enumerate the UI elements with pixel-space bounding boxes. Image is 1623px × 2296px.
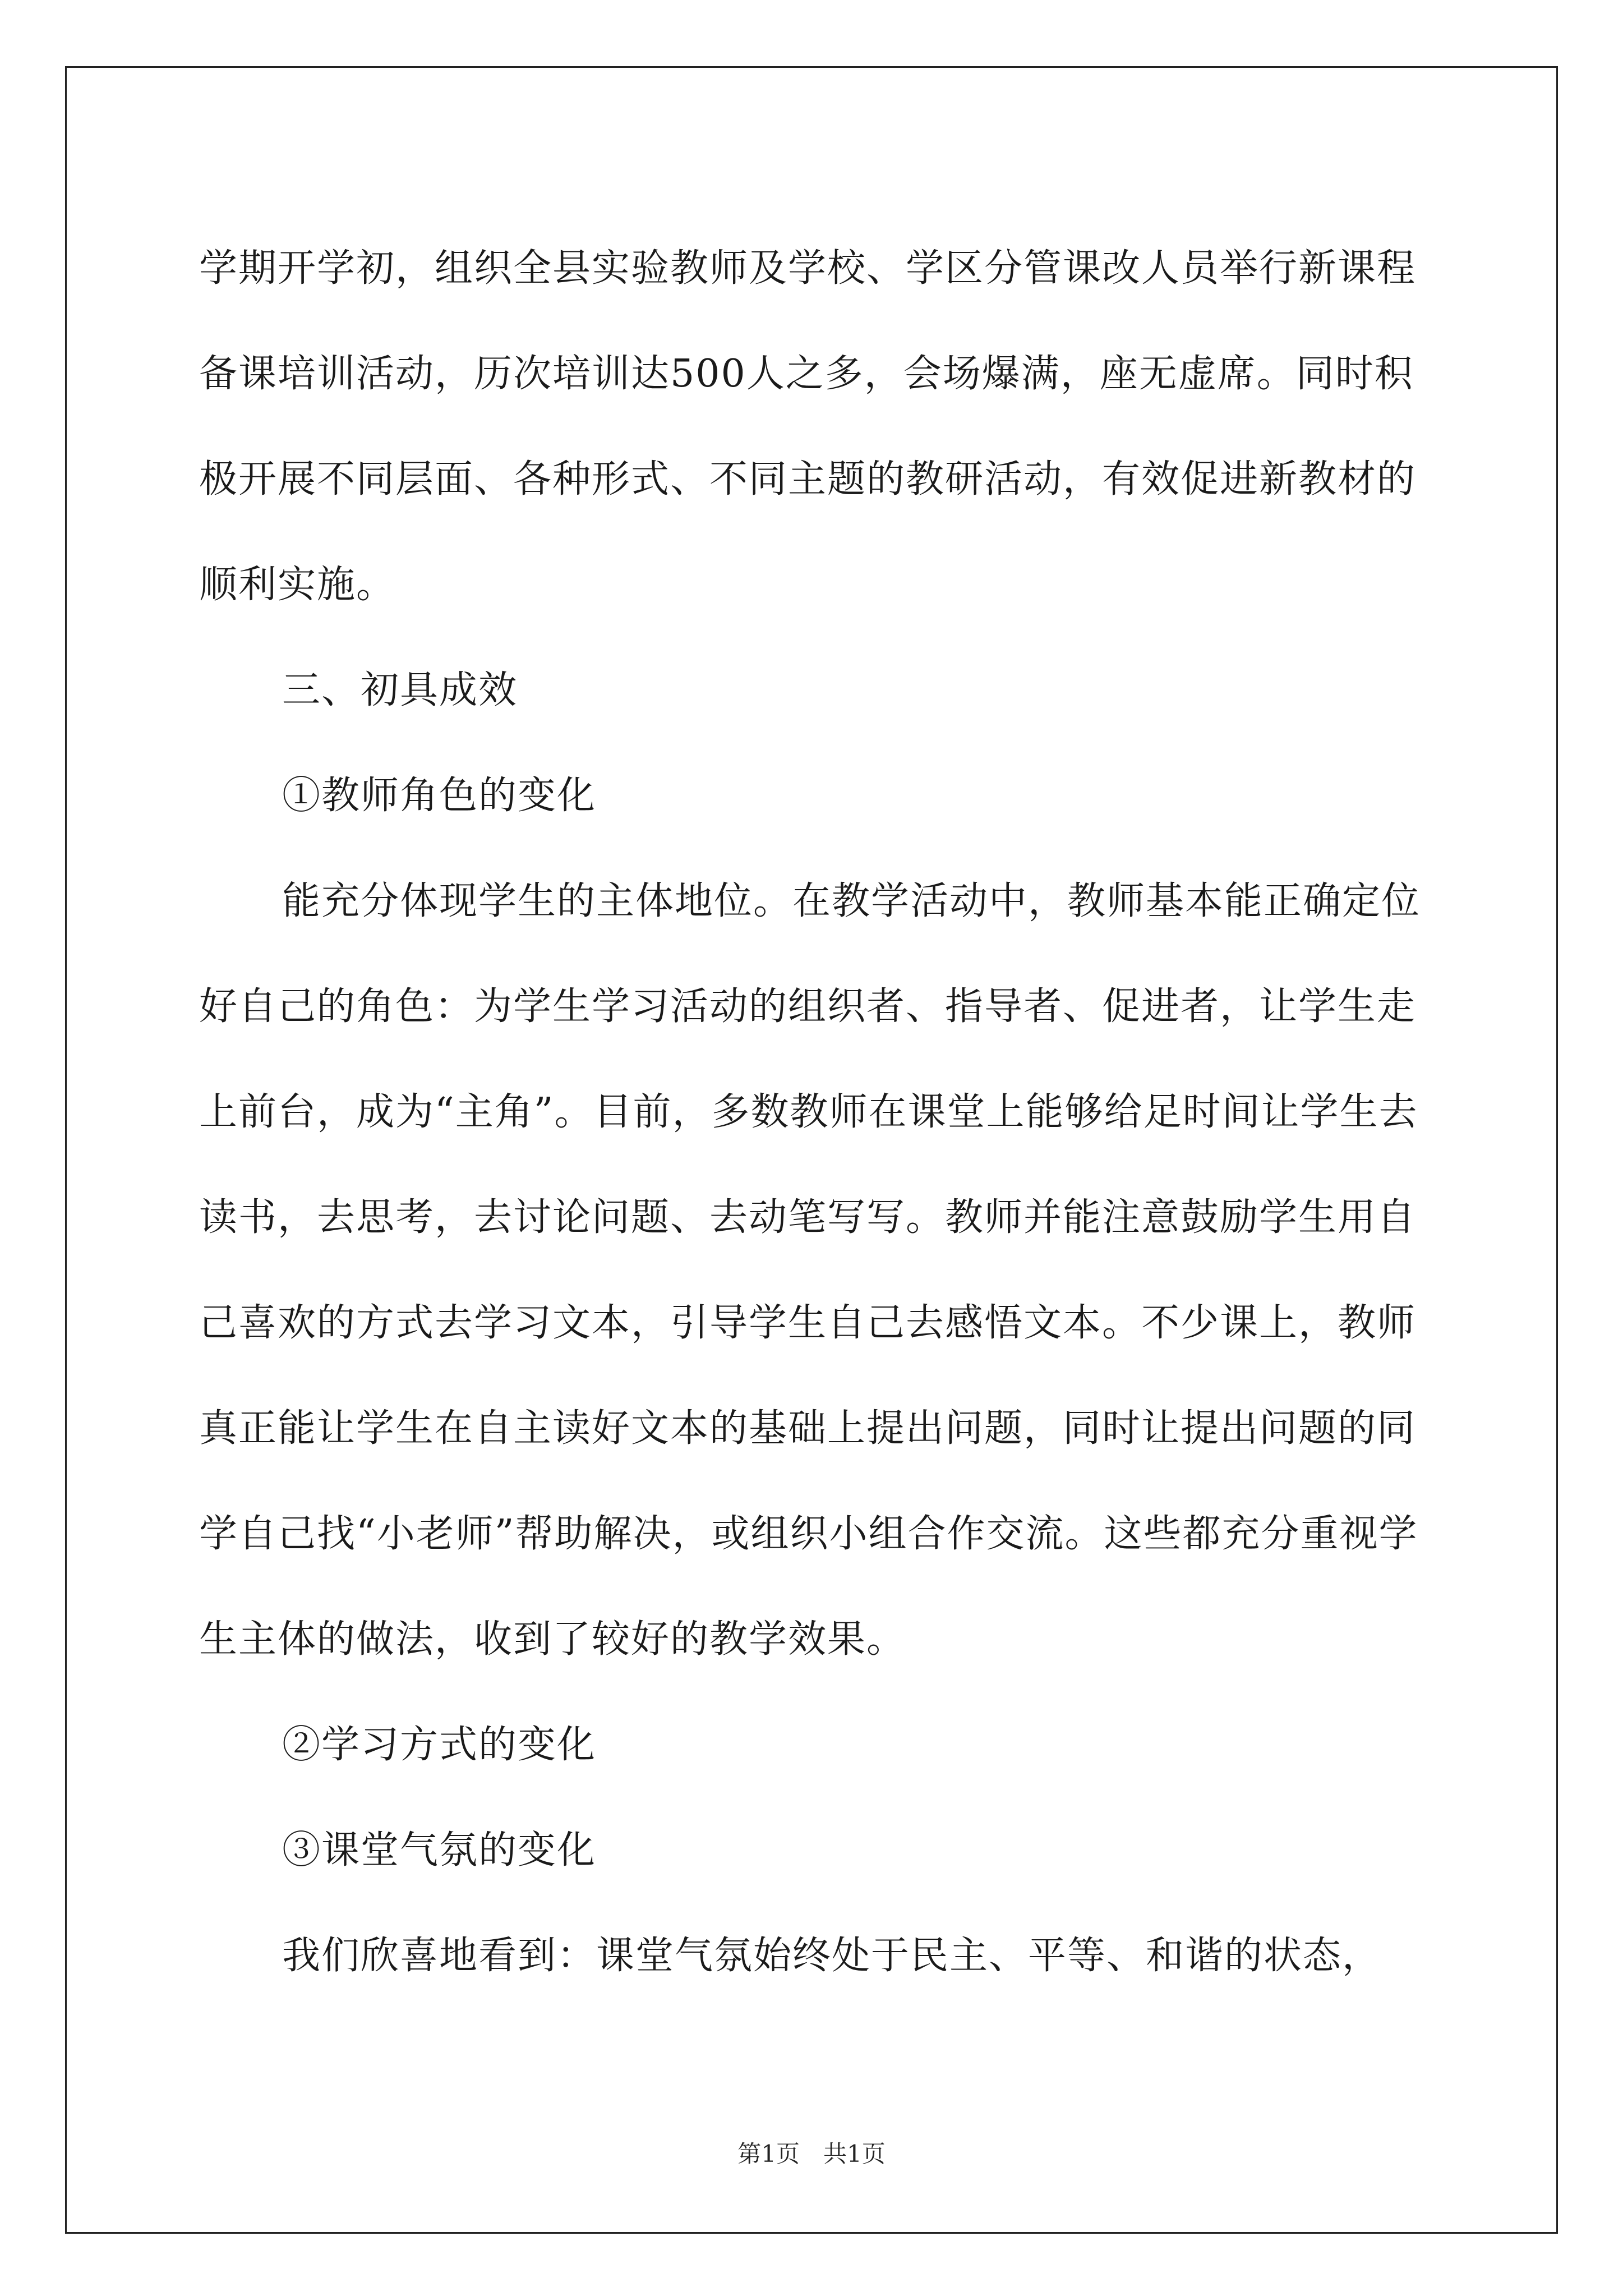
paragraph-teacher-role: 能充分体现学生的主体地位。在教学活动中，教师基本能正确定位好自己的角色：为学生学习活动的组织者、指导者、促进者，让学生走上前台，成为“主角”。目前，多数教师在课堂上能够给足时间让学生去读书，去思考，去讨论问题、去动笔写写。教师并能注意鼓励学生用自己喜欢的方式去学习文本，引导学生自己去感悟文本。不少课上，教师真正能让学生在自主读好文本的基础上提出问题，同时让提出问题的同学自己找“小老师”帮助解决，或组织小组合作交流。这些都充分重视学生主体的做法，收到了较好的教学效果。: [199, 879, 1421, 1662]
page-footer: 第1页 共1页: [737, 2140, 886, 2168]
document-body: [199, 216, 1427, 2009]
paragraph-classroom-atmosphere: 我们欣喜地看到：课堂气氛始终处于民主、平等、和谐的状态，: [282, 1934, 1382, 1978]
subheading-teacher-role: ①教师角色的变化: [282, 774, 597, 818]
paragraph-opening: 学期开学初，组织全县实验教师及学校、学区分管课改人员举行新课程备课培训活动，历次培训达500人之多，会场爆满，座无虚席。同时积极开展不同层面、各种形式、不同主题的教研活动，有效促进新教材的顺利实施。: [199, 246, 1417, 607]
section-heading: 三、初具成效: [282, 668, 518, 712]
subheading-classroom-atmosphere: ③课堂气氛的变化: [282, 1828, 597, 1872]
subheading-learning-style: ②学习方式的变化: [282, 1723, 597, 1767]
